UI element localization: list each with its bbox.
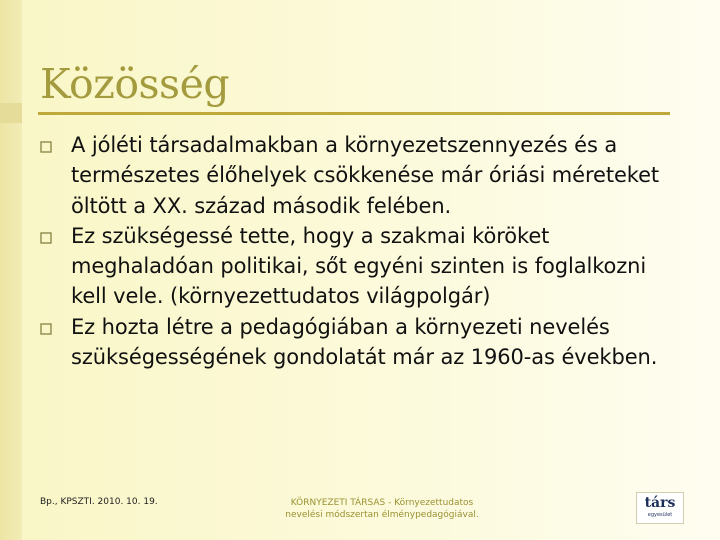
- bullet-text: A jóléti társadalmakban a környezetszennyezés és a természetes élőhelyek csökkenése már óriási méreteket öltött a XX. század második felében.: [71, 133, 660, 218]
- bullet-item: [40, 312, 680, 373]
- logo-wordmark: társ: [644, 495, 676, 511]
- left-accent-bar: [0, 0, 22, 540]
- left-accent-mark: [0, 103, 22, 123]
- bullet-list: [40, 130, 680, 372]
- footer-project-line-1: KÖRNYEZETI TÁRSAS - Környezettudatos: [290, 498, 474, 508]
- tars-logo: [636, 492, 684, 524]
- title-underline: [38, 112, 670, 115]
- bullet-item: [40, 130, 680, 221]
- slide-title: Közösség: [40, 60, 230, 108]
- bullet-item: [40, 221, 680, 312]
- square-checkbox-icon: [40, 323, 52, 335]
- bullet-text: Ez hozta létre a pedagógiában a környezeti nevelés szükségességének gondolatát már az 1960-as években.: [71, 314, 658, 370]
- square-checkbox-icon: [40, 232, 52, 244]
- logo-subtitle: egyesület: [647, 512, 673, 518]
- bullet-text: Ez szükségessé tette, hogy a szakmai köröket meghaladóan politikai, sőt egyéni szinten is foglalkozni kell vele. (környezettudatos világpolgár): [71, 223, 647, 309]
- footer-project-title: [245, 497, 519, 521]
- square-checkbox-icon: [40, 141, 52, 153]
- footer-date-location: Bp., KPSZTI. 2010. 10. 19.: [40, 497, 158, 507]
- footer-project-line-2: nevelési módszertan élménypedagógiával.: [285, 510, 479, 520]
